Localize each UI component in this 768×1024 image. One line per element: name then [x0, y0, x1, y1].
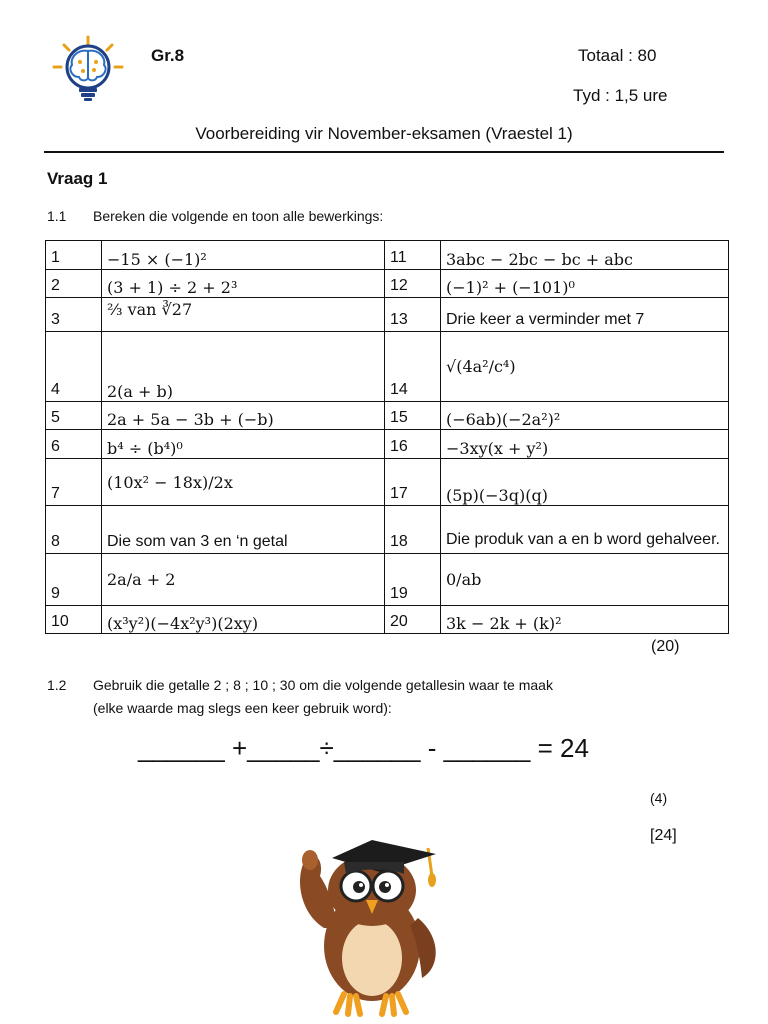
item-number: 9 — [46, 554, 102, 606]
item-expression: (−1)² + (−101)⁰ — [441, 270, 729, 298]
item-number: 2 — [46, 270, 102, 298]
item-expression: (5p)(−3q)(q) — [441, 459, 729, 506]
question-heading: Vraag 1 — [47, 169, 108, 188]
item-number: 3 — [46, 298, 102, 332]
item-expression: 2a + 5a − 3b + (−b) — [102, 402, 385, 430]
item-number: 19 — [385, 554, 441, 606]
paper-title: Voorbereiding vir November-eksamen (Vraestel 1) — [195, 124, 573, 143]
subquestion-instruction-note: (elke waarde mag slegs een keer gebruik word): — [93, 700, 392, 716]
brain-lightbulb-logo-icon — [48, 35, 128, 105]
item-expression: 0/ab — [441, 554, 729, 606]
item-expression: Drie keer a verminder met 7 — [441, 298, 729, 332]
item-expression: −15 × (−1)² — [102, 241, 385, 270]
item-expression: 2a/a + 2 — [102, 554, 385, 606]
item-number: 10 — [46, 606, 102, 634]
item-number: 17 — [385, 459, 441, 506]
item-expression: Die som van 3 en ‘n getal — [102, 506, 385, 554]
item-expression: (10x² − 18x)/2x — [102, 459, 385, 506]
item-number: 5 — [46, 402, 102, 430]
item-expression: √(4a²/c⁴) — [441, 332, 729, 402]
total-marks-label: Totaal : 80 — [578, 46, 657, 65]
item-expression: 3abc − 2bc − bc + abc — [441, 241, 729, 270]
table-row — [46, 241, 729, 270]
subquestion-number: 1.1 — [47, 208, 67, 224]
time-label: Tyd : 1,5 ure — [573, 86, 668, 105]
item-number: 7 — [46, 459, 102, 506]
question-table — [45, 240, 729, 634]
table-row — [46, 298, 729, 332]
item-number: 1 — [46, 241, 102, 270]
item-expression: −3xy(x + y²) — [441, 430, 729, 459]
title-divider — [44, 151, 724, 153]
subquestion-number: 1.2 — [47, 677, 67, 693]
item-expression: 3k − 2k + (k)² — [441, 606, 729, 634]
fill-in-equation: ______ +_____÷______ - ______ = 24 — [138, 733, 589, 763]
table-row — [46, 332, 729, 402]
item-expression: b⁴ ÷ (b⁴)⁰ — [102, 430, 385, 459]
subquestion-instruction: Bereken die volgende en toon alle bewerkings: — [93, 208, 384, 224]
item-number: 12 — [385, 270, 441, 298]
item-expression: (3 + 1) ÷ 2 + 2³ — [102, 270, 385, 298]
table-row — [46, 459, 729, 506]
item-expression: 2(a + b) — [102, 332, 385, 402]
item-number: 13 — [385, 298, 441, 332]
item-expression: (x³y²)(−4x²y³)(2xy) — [102, 606, 385, 634]
table-row — [46, 270, 729, 298]
table-row — [46, 554, 729, 606]
table-row — [46, 430, 729, 459]
item-number: 8 — [46, 506, 102, 554]
table-row — [46, 506, 729, 554]
item-expression: Die produk van a en b word gehalveer. — [441, 506, 729, 554]
grade-label: Gr.8 — [151, 46, 185, 65]
subquestion-marks: (20) — [651, 638, 680, 655]
table-row — [46, 606, 729, 634]
item-number: 6 — [46, 430, 102, 459]
item-number: 14 — [385, 332, 441, 402]
item-number: 16 — [385, 430, 441, 459]
item-number: 18 — [385, 506, 441, 554]
item-expression: (−6ab)(−2a²)² — [441, 402, 729, 430]
item-number: 20 — [385, 606, 441, 634]
item-number: 4 — [46, 332, 102, 402]
item-expression: ⅔ van ∛27 — [102, 298, 385, 332]
table-row — [46, 402, 729, 430]
subquestion-instruction: Gebruik die getalle 2 ; 8 ; 10 ; 30 om die volgende getallesin waar te maak — [93, 677, 553, 693]
subquestion-marks: (4) — [650, 790, 668, 806]
item-number: 15 — [385, 402, 441, 430]
item-number: 11 — [385, 241, 441, 270]
graduate-owl-icon — [280, 818, 460, 1018]
question-total-marks: [24] — [650, 827, 677, 844]
